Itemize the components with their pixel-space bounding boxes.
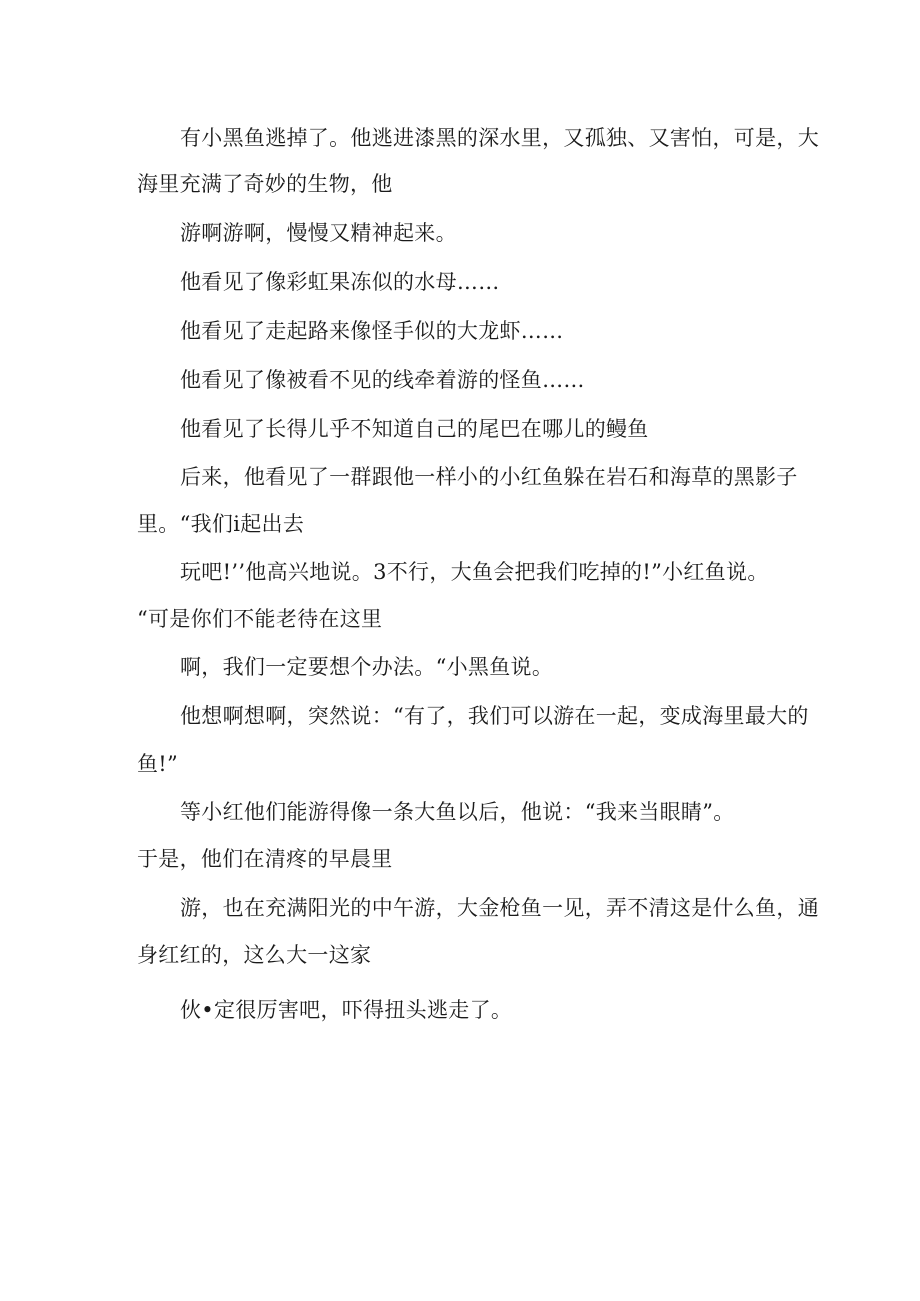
text-line: 他看见了像彩虹果冻似的水母…… [180, 270, 500, 294]
text-line: 后来，他看见了一群跟他一样小的小红鱼躲在岩石和海草的黑影子 [180, 465, 798, 489]
text-line: 于是，他们在清疼的早晨里 [137, 847, 393, 871]
text-line: “可是你们不能老待在这里 [137, 607, 383, 631]
text-line: 他看见了像被看不见的线牵着游的怪鱼…… [180, 368, 585, 392]
text-line: 海里充满了奇妙的生物，他 [137, 172, 393, 196]
text-line: 身红红的，这么大一这家 [137, 943, 372, 967]
text-line: 里。“我们i起出去 [137, 512, 305, 536]
text-line: 鱼!” [137, 752, 179, 776]
text-line: 玩吧!’’他高兴地说。3不行，大鱼会把我们吃掉的!”小红鱼说。 [180, 560, 769, 584]
text-line: 等小红他们能游得像一条大鱼以后，他说：“我来当眼睛”。 [180, 800, 735, 824]
text-line: 伙•定很厉害吧，吓得扭头逃走了。 [180, 998, 513, 1022]
text-line: 他看见了走起路来像怪手似的大龙虾…… [180, 319, 564, 343]
text-line: 他想啊想啊，突然说：“有了，我们可以游在一起，变成海里最大的 [180, 704, 809, 728]
text-line: 啊，我们一定要想个办法。“小黑鱼说。 [180, 655, 554, 679]
text-line: 有小黑鱼逃掉了。他逃进漆黑的深水里，又孤独、又害怕，可是，大 [180, 126, 819, 150]
text-line: 他看见了长得儿乎不知道自己的尾巴在哪儿的鳗鱼 [180, 417, 649, 441]
text-line: 游啊游啊，慢慢又精神起来。 [180, 221, 457, 245]
text-line: 游，也在充满阳光的中午游，大金枪鱼一见，弄不清这是什么鱼，通 [180, 896, 819, 920]
